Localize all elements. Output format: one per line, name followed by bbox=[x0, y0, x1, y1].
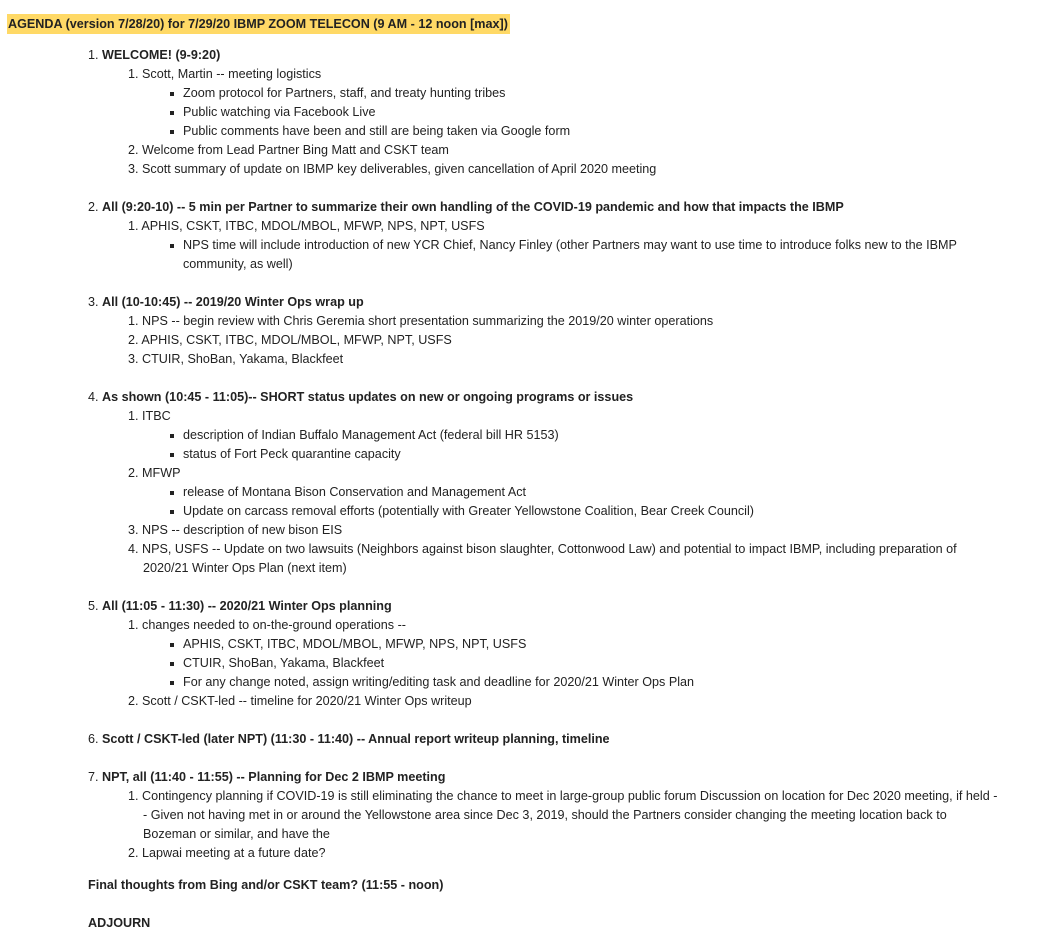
list-item bbox=[128, 65, 321, 84]
bullet-icon bbox=[170, 681, 174, 685]
bullet-icon bbox=[170, 453, 174, 457]
list-item bbox=[128, 540, 957, 559]
bullet-icon bbox=[170, 662, 174, 666]
bullet-text: Zoom protocol for Partners, staff, and treaty hunting tribes bbox=[183, 86, 506, 100]
bullet-icon bbox=[170, 643, 174, 647]
bullet-item bbox=[183, 635, 526, 654]
item-text: changes needed to on-the-ground operations -- bbox=[142, 618, 406, 632]
section-title: All (10-10:45) -- 2019/20 Winter Ops wrap up bbox=[102, 295, 364, 309]
list-item bbox=[128, 160, 656, 179]
item-text: 2020/21 Winter Ops Plan (next item) bbox=[143, 561, 347, 575]
section-title: Scott / CSKT-led (later NPT) (11:30 - 11:40) -- Annual report writeup planning, timeline bbox=[102, 732, 610, 746]
list-item bbox=[128, 312, 713, 331]
item-text: Scott summary of update on IBMP key deliverables, given cancellation of April 2020 meeting bbox=[142, 162, 657, 176]
section-number: 7. bbox=[88, 770, 99, 784]
bullet-continuation bbox=[183, 255, 293, 274]
item-number: 2. bbox=[128, 333, 139, 347]
bullet-text: community, as well) bbox=[183, 257, 293, 271]
section-number: 1. bbox=[88, 48, 99, 62]
item-text: APHIS, CSKT, ITBC, MDOL/MBOL, MFWP, NPS, NPT, USFS bbox=[141, 219, 485, 233]
item-text: NPS -- description of new bison EIS bbox=[142, 523, 343, 537]
bullet-icon bbox=[170, 491, 174, 495]
bullet-text: Public comments have been and still are being taken via Google form bbox=[183, 124, 571, 138]
item-text: ITBC bbox=[142, 409, 171, 423]
section-title: NPT, all (11:40 - 11:55) -- Planning for Dec 2 IBMP meeting bbox=[102, 770, 446, 784]
item-text: CTUIR, ShoBan, Yakama, Blackfeet bbox=[142, 352, 344, 366]
item-text: Scott, Martin -- meeting logistics bbox=[142, 67, 322, 81]
item-number: 2. bbox=[128, 694, 139, 708]
bullet-icon bbox=[170, 111, 174, 115]
item-text: Lapwai meeting at a future date? bbox=[142, 846, 326, 860]
item-text: APHIS, CSKT, ITBC, MDOL/MBOL, MFWP, NPT, USFS bbox=[141, 333, 452, 347]
item-continuation bbox=[143, 559, 347, 578]
bullet-item bbox=[183, 654, 384, 673]
item-number: 3. bbox=[128, 523, 139, 537]
list-item bbox=[128, 350, 343, 369]
list-item bbox=[128, 521, 342, 540]
item-number: 3. bbox=[128, 352, 139, 366]
section-number: 4. bbox=[88, 390, 99, 404]
item-number: 1. bbox=[128, 618, 139, 632]
item-number: 3. bbox=[128, 162, 139, 176]
bullet-item bbox=[183, 502, 754, 521]
item-text: Welcome from Lead Partner Bing Matt and CSKT team bbox=[142, 143, 449, 157]
section-title: As shown (10:45 - 11:05)-- SHORT status updates on new or ongoing programs or issues bbox=[102, 390, 634, 404]
bullet-text: For any change noted, assign writing/editing task and deadline for 2020/21 Winter Ops Plan bbox=[183, 675, 695, 689]
bullet-icon bbox=[170, 434, 174, 438]
bullet-text: CTUIR, ShoBan, Yakama, Blackfeet bbox=[183, 656, 385, 670]
item-continuation bbox=[143, 806, 947, 825]
list-item bbox=[128, 407, 171, 426]
item-text: - Given not having met in or around the Yellowstone area since Dec 3, 2019, should the Partners consider changing the meeting location back to bbox=[143, 808, 947, 822]
list-item bbox=[128, 464, 181, 483]
bullet-item bbox=[183, 236, 957, 255]
adjourn-label: ADJOURN bbox=[88, 916, 151, 930]
section-5-heading bbox=[88, 597, 392, 616]
item-text: MFWP bbox=[142, 466, 181, 480]
list-item bbox=[128, 331, 452, 350]
section-title: All (11:05 - 11:30) -- 2020/21 Winter Ops planning bbox=[102, 599, 392, 613]
bullet-item bbox=[183, 122, 570, 141]
section-number: 2. bbox=[88, 200, 99, 214]
section-6-heading bbox=[88, 730, 610, 749]
list-item bbox=[128, 616, 406, 635]
list-item bbox=[128, 787, 997, 806]
section-1-heading bbox=[88, 46, 220, 65]
bullet-text: APHIS, CSKT, ITBC, MDOL/MBOL, MFWP, NPS, NPT, USFS bbox=[183, 637, 527, 651]
item-text: NPS -- begin review with Chris Geremia short presentation summarizing the 2019/20 winter operations bbox=[142, 314, 714, 328]
section-number: 5. bbox=[88, 599, 99, 613]
item-number: 1. bbox=[128, 409, 139, 423]
bullet-icon bbox=[170, 92, 174, 96]
item-text: Bozeman or similar, and have the bbox=[143, 827, 330, 841]
bullet-text: status of Fort Peck quarantine capacity bbox=[183, 447, 401, 461]
list-item bbox=[128, 217, 485, 236]
list-item bbox=[128, 141, 449, 160]
bullet-item bbox=[183, 673, 694, 692]
bullet-text: Update on carcass removal efforts (potentially with Greater Yellowstone Coalition, Bear Creek Council) bbox=[183, 504, 754, 518]
bullet-text: NPS time will include introduction of new YCR Chief, Nancy Finley (other Partners may want to use time to introduce folks new to the IBMP bbox=[183, 238, 957, 252]
section-3-heading bbox=[88, 293, 364, 312]
item-text: Scott / CSKT-led -- timeline for 2020/21 Winter Ops writeup bbox=[142, 694, 472, 708]
section-7-heading bbox=[88, 768, 445, 787]
bullet-item bbox=[183, 103, 376, 122]
final-thoughts: Final thoughts from Bing and/or CSKT team? (11:55 - noon) bbox=[88, 878, 444, 892]
bullet-item bbox=[183, 84, 505, 103]
item-number: 2. bbox=[128, 846, 139, 860]
bullet-item bbox=[183, 445, 401, 464]
bullet-icon bbox=[170, 130, 174, 134]
section-title: WELCOME! (9-9:20) bbox=[102, 48, 221, 62]
agenda-title: AGENDA (version 7/28/20) for 7/29/20 IBMP ZOOM TELECON (9 AM - 12 noon [max]) bbox=[7, 14, 510, 34]
item-number: 1. bbox=[128, 67, 139, 81]
bullet-text: description of Indian Buffalo Management Act (federal bill HR 5153) bbox=[183, 428, 559, 442]
bullet-item bbox=[183, 483, 526, 502]
bullet-text: Public watching via Facebook Live bbox=[183, 105, 376, 119]
section-4-heading bbox=[88, 388, 633, 407]
item-number: 2. bbox=[128, 143, 139, 157]
section-title: All (9:20-10) -- 5 min per Partner to summarize their own handling of the COVID-19 pandemic and how that impacts the IBMP bbox=[102, 200, 844, 214]
section-number: 3. bbox=[88, 295, 99, 309]
bullet-item bbox=[183, 426, 559, 445]
list-item bbox=[128, 692, 472, 711]
item-number: 1. bbox=[128, 314, 139, 328]
item-number: 1. bbox=[128, 789, 139, 803]
list-item bbox=[128, 844, 325, 863]
item-continuation bbox=[143, 825, 330, 844]
section-2-heading bbox=[88, 198, 844, 217]
item-text: Contingency planning if COVID-19 is still eliminating the chance to meet in large-group public forum Discussion on location for Dec 2020 meeting, if held - bbox=[142, 789, 998, 803]
item-number: 4. bbox=[128, 542, 139, 556]
bullet-text: release of Montana Bison Conservation and Management Act bbox=[183, 485, 527, 499]
item-text: NPS, USFS -- Update on two lawsuits (Neighbors against bison slaughter, Cottonwood Law) and potential to impact IBMP, including preparation of bbox=[142, 542, 957, 556]
bullet-icon bbox=[170, 510, 174, 514]
bullet-icon bbox=[170, 244, 174, 248]
item-number: 1. bbox=[128, 219, 139, 233]
item-number: 2. bbox=[128, 466, 139, 480]
section-number: 6. bbox=[88, 732, 99, 746]
